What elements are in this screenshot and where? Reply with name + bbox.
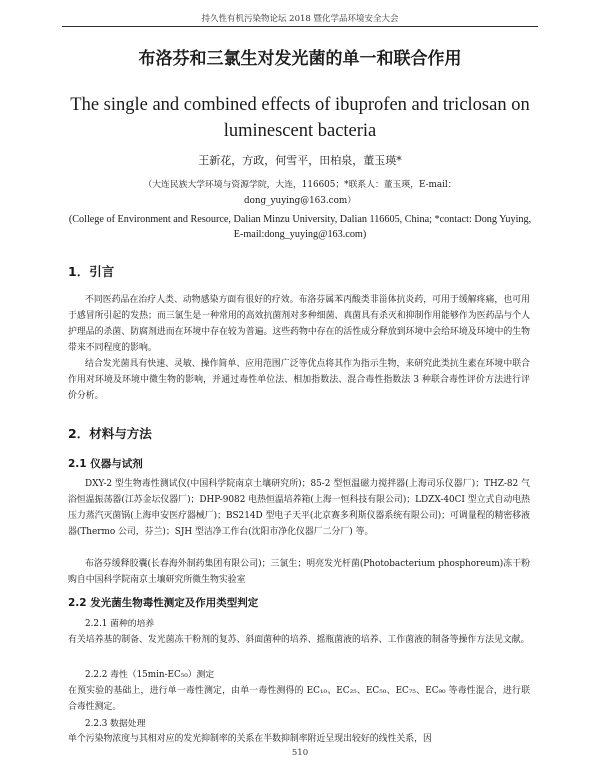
subsection-heading-toxicity: 2.2 发光菌生物毒性测定及作用类型判定 — [68, 597, 259, 609]
paper-title-cn: 布洛芬和三氯生对发光菌的单一和联合作用 — [138, 49, 462, 69]
intro-paragraph-1: 不同医药品在治疗人类、动物感染方面有很好的疗效。布洛芬属苯丙酸类非甾体抗炎药，可用于缓解疼痛，也可用于感冒所引起的发热；而三氯生是一种常用的高效抗菌剂对多种细菌、真菌具有杀灭和抑制作用能够作为医药品与个人护理品的杀菌、防腐剂进而在环境中存在较为普遍。这些药物中存在的活性成分释放到环境中会给环境及环境中的生物带来不同程度的影响。 — [68, 295, 530, 353]
running-header: 持久性有机污染物论坛 2018 暨化学品环境安全大会 — [201, 14, 399, 24]
header-rule — [62, 26, 538, 27]
ec50-paragraph: 在预实验的基础上，进行单一毒性测定，由单一毒性测得的 EC₁₀、EC₂₅、EC₅₀、EC₇₅、EC₉₀ 等毒性混合，进行联合毒性测定。 — [68, 686, 530, 712]
data-processing-paragraph: 单个污染物浓度与其相对应的发光抑制率的关系在半数抑制率附近呈现出较好的线性关系，因 — [68, 734, 432, 744]
intro-paragraph-2: 结合发光菌具有快速、灵敏、操作简单、应用范围广泛等优点将其作为指示生物，来研究此类抗生素在环境中联合作用对环境及环境中微生物的影响，并通过毒性单位法、相加指数法、混合毒性指数法 3 种联合毒性评价方法进行评价分析。 — [68, 359, 530, 401]
page-number: 510 — [291, 748, 309, 758]
affiliation-cn: （大连民族大学环境与资源学院，大连，116605；*联系人：董玉瑛，E-mail：dong_yuying@163.com） — [143, 180, 457, 206]
subsubsection-heading-culture: 2.2.1 菌种的培养 — [85, 619, 155, 629]
affiliation-en: (College of Environment and Resource, Dalian Minzu University, Dalian 116605, China; *contact: Dong Yuying, E-mail:dong_yuying@163.com) — [68, 214, 532, 240]
instruments-paragraph: DXY-2 型生物毒性测试仪(中国科学院南京土壤研究所)；85-2 型恒温磁力搅拌器(上海司乐仪器厂)；THZ-82 气浴恒温振荡器(江苏金坛仪器厂)；DHP-9082 电热恒温培养箱(上海一恒科技有限公司)；LDZX-40CI 型立式自动电热压力蒸汽灭菌锅(上海申安医疗器械厂)；BS214D 型电子天平(北京赛多利斯仪器系统有限公司)；可调量程的精密移液器(Thermo 公司，芬兰)；SJH 型洁净工作台(沈阳市净化仪器厂二分厂) 等。 — [68, 479, 530, 537]
subsubsection-heading-data: 2.2.3 数据处理 — [85, 719, 146, 729]
paper-title-en: The single and combined effects of ibuprofen and triclosan on luminescent bacteria — [70, 95, 530, 141]
reagents-paragraph: 布洛芬缓释胶囊(长春海外制药集团有限公司)；三氯生；明亮发光杆菌(Photobacterium phosphoreum)冻干粉购自中国科学院南京土壤研究所微生物实验室 — [68, 559, 530, 585]
culture-paragraph: 有关培养基的制备、发光菌冻干粉剂的复苏、斜面菌种的培养、摇瓶菌液的培养、工作菌液的制备等操作方法见文献。 — [68, 635, 530, 645]
section-heading-methods: 2．材料与方法 — [68, 426, 152, 441]
section-heading-intro: 1．引言 — [68, 264, 115, 279]
subsubsection-heading-ec50: 2.2.2 毒性（15min-EC₅₀）测定 — [85, 670, 215, 680]
author-list: 王新花，方政，何雪平，田柏泉，董玉瑛* — [198, 154, 402, 167]
subsection-heading-instruments: 2.1 仪器与试剂 — [68, 458, 143, 470]
